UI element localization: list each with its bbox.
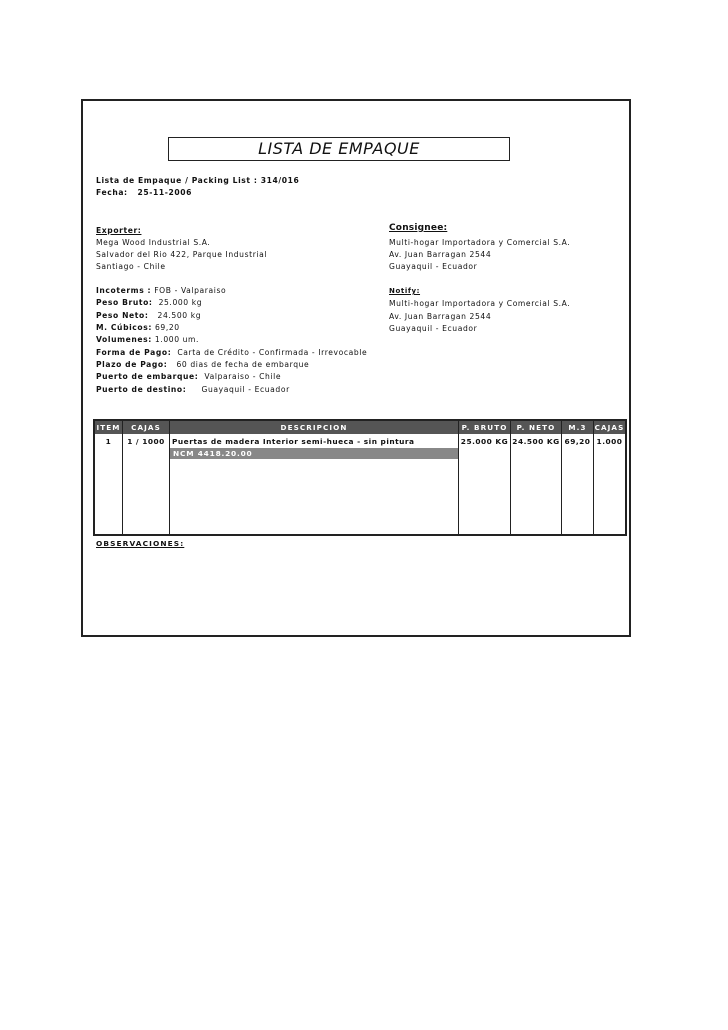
detail-puerto-destino bbox=[96, 385, 290, 394]
detail-label: Incoterms : bbox=[96, 286, 152, 295]
detail-value: Valparaiso - Chile bbox=[204, 372, 282, 381]
detail-label: Puerto de destino: bbox=[96, 385, 187, 394]
detail-peso-neto bbox=[96, 311, 201, 320]
date-label: Fecha: bbox=[96, 188, 128, 197]
consignee-line: Multi-hogar Importadora y Comercial S.A. bbox=[389, 238, 571, 247]
detail-volumenes bbox=[96, 335, 199, 344]
detail-value: Guayaquil - Ecuador bbox=[201, 385, 290, 394]
detail-label: M. Cúbicos: bbox=[96, 323, 152, 332]
notify-line: Multi-hogar Importadora y Comercial S.A. bbox=[389, 299, 571, 308]
detail-m-cubicos bbox=[96, 323, 180, 332]
column-divider bbox=[169, 421, 170, 534]
detail-label: Peso Bruto: bbox=[96, 298, 153, 307]
header-item: ITEM bbox=[96, 423, 121, 432]
date-value: 25-11-2006 bbox=[137, 188, 193, 197]
cell-m3: 69,20 bbox=[564, 437, 591, 446]
detail-value: 25.000 kg bbox=[158, 298, 203, 307]
cell-item: 1 bbox=[105, 437, 112, 446]
header-m3: M.3 bbox=[568, 423, 587, 432]
packing-list-value: 314/016 bbox=[260, 176, 300, 185]
detail-label: Volumenes: bbox=[96, 335, 152, 344]
consignee-line: Guayaquil - Ecuador bbox=[389, 262, 478, 271]
header-cajas: CAJAS bbox=[131, 423, 161, 432]
exporter-line: Santiago - Chile bbox=[96, 262, 166, 271]
detail-peso-bruto bbox=[96, 298, 202, 307]
header-descripcion: DESCRIPCION bbox=[280, 423, 348, 432]
detail-value: 69,20 bbox=[155, 323, 180, 332]
detail-label: Peso Neto: bbox=[96, 311, 149, 320]
packing-list-label: Lista de Empaque / Packing List : bbox=[96, 176, 258, 185]
ncm-code: NCM 4418.20.00 bbox=[170, 448, 458, 459]
exporter-heading: Exporter: bbox=[96, 226, 142, 235]
detail-puerto-embarque bbox=[96, 372, 281, 381]
detail-incoterms bbox=[96, 286, 226, 295]
exporter-line: Salvador del Rio 422, Parque Industrial bbox=[96, 250, 268, 259]
detail-plazo-pago bbox=[96, 360, 309, 369]
detail-label: Puerto de embarque: bbox=[96, 372, 199, 381]
exporter-line: Mega Wood Industrial S.A. bbox=[96, 238, 211, 247]
consignee-line: Av. Juan Barragan 2544 bbox=[389, 250, 492, 259]
header-cajas-total: CAJAS bbox=[594, 423, 625, 432]
document-title: LISTA DE EMPAQUE bbox=[168, 137, 510, 161]
header-p-neto: P. NETO bbox=[516, 423, 556, 432]
notify-line: Guayaquil - Ecuador bbox=[389, 324, 478, 333]
items-table bbox=[93, 419, 627, 536]
notify-line: Av. Juan Barragan 2544 bbox=[389, 312, 492, 321]
packing-list-number bbox=[96, 176, 299, 185]
document-date bbox=[96, 188, 192, 197]
detail-label: Forma de Pago: bbox=[96, 348, 172, 357]
observaciones-heading: OBSERVACIONES: bbox=[96, 539, 185, 548]
detail-forma-pago bbox=[96, 348, 367, 357]
detail-value: 60 dias de fecha de embarque bbox=[176, 360, 310, 369]
detail-label: Plazo de Pago: bbox=[96, 360, 168, 369]
cell-p-neto: 24.500 KG bbox=[512, 437, 560, 446]
packing-list-page bbox=[81, 99, 631, 637]
detail-value: FOB - Valparaiso bbox=[154, 286, 227, 295]
cell-cajas-total: 1.000 bbox=[596, 437, 623, 446]
consignee-heading: Consignee: bbox=[389, 223, 448, 233]
detail-value: 1.000 um. bbox=[154, 335, 200, 344]
detail-value: 24.500 kg bbox=[157, 311, 202, 320]
cell-cajas: 1 / 1000 bbox=[127, 437, 165, 446]
cell-p-bruto: 25.000 KG bbox=[460, 437, 509, 446]
header-p-bruto: P. BRUTO bbox=[461, 423, 508, 432]
detail-value: Carta de Crédito - Confirmada - Irrevocable bbox=[177, 348, 368, 357]
notify-heading: Notify: bbox=[389, 287, 421, 295]
cell-descripcion: Puertas de madera Interior semi-hueca - sin pintura bbox=[172, 437, 415, 446]
